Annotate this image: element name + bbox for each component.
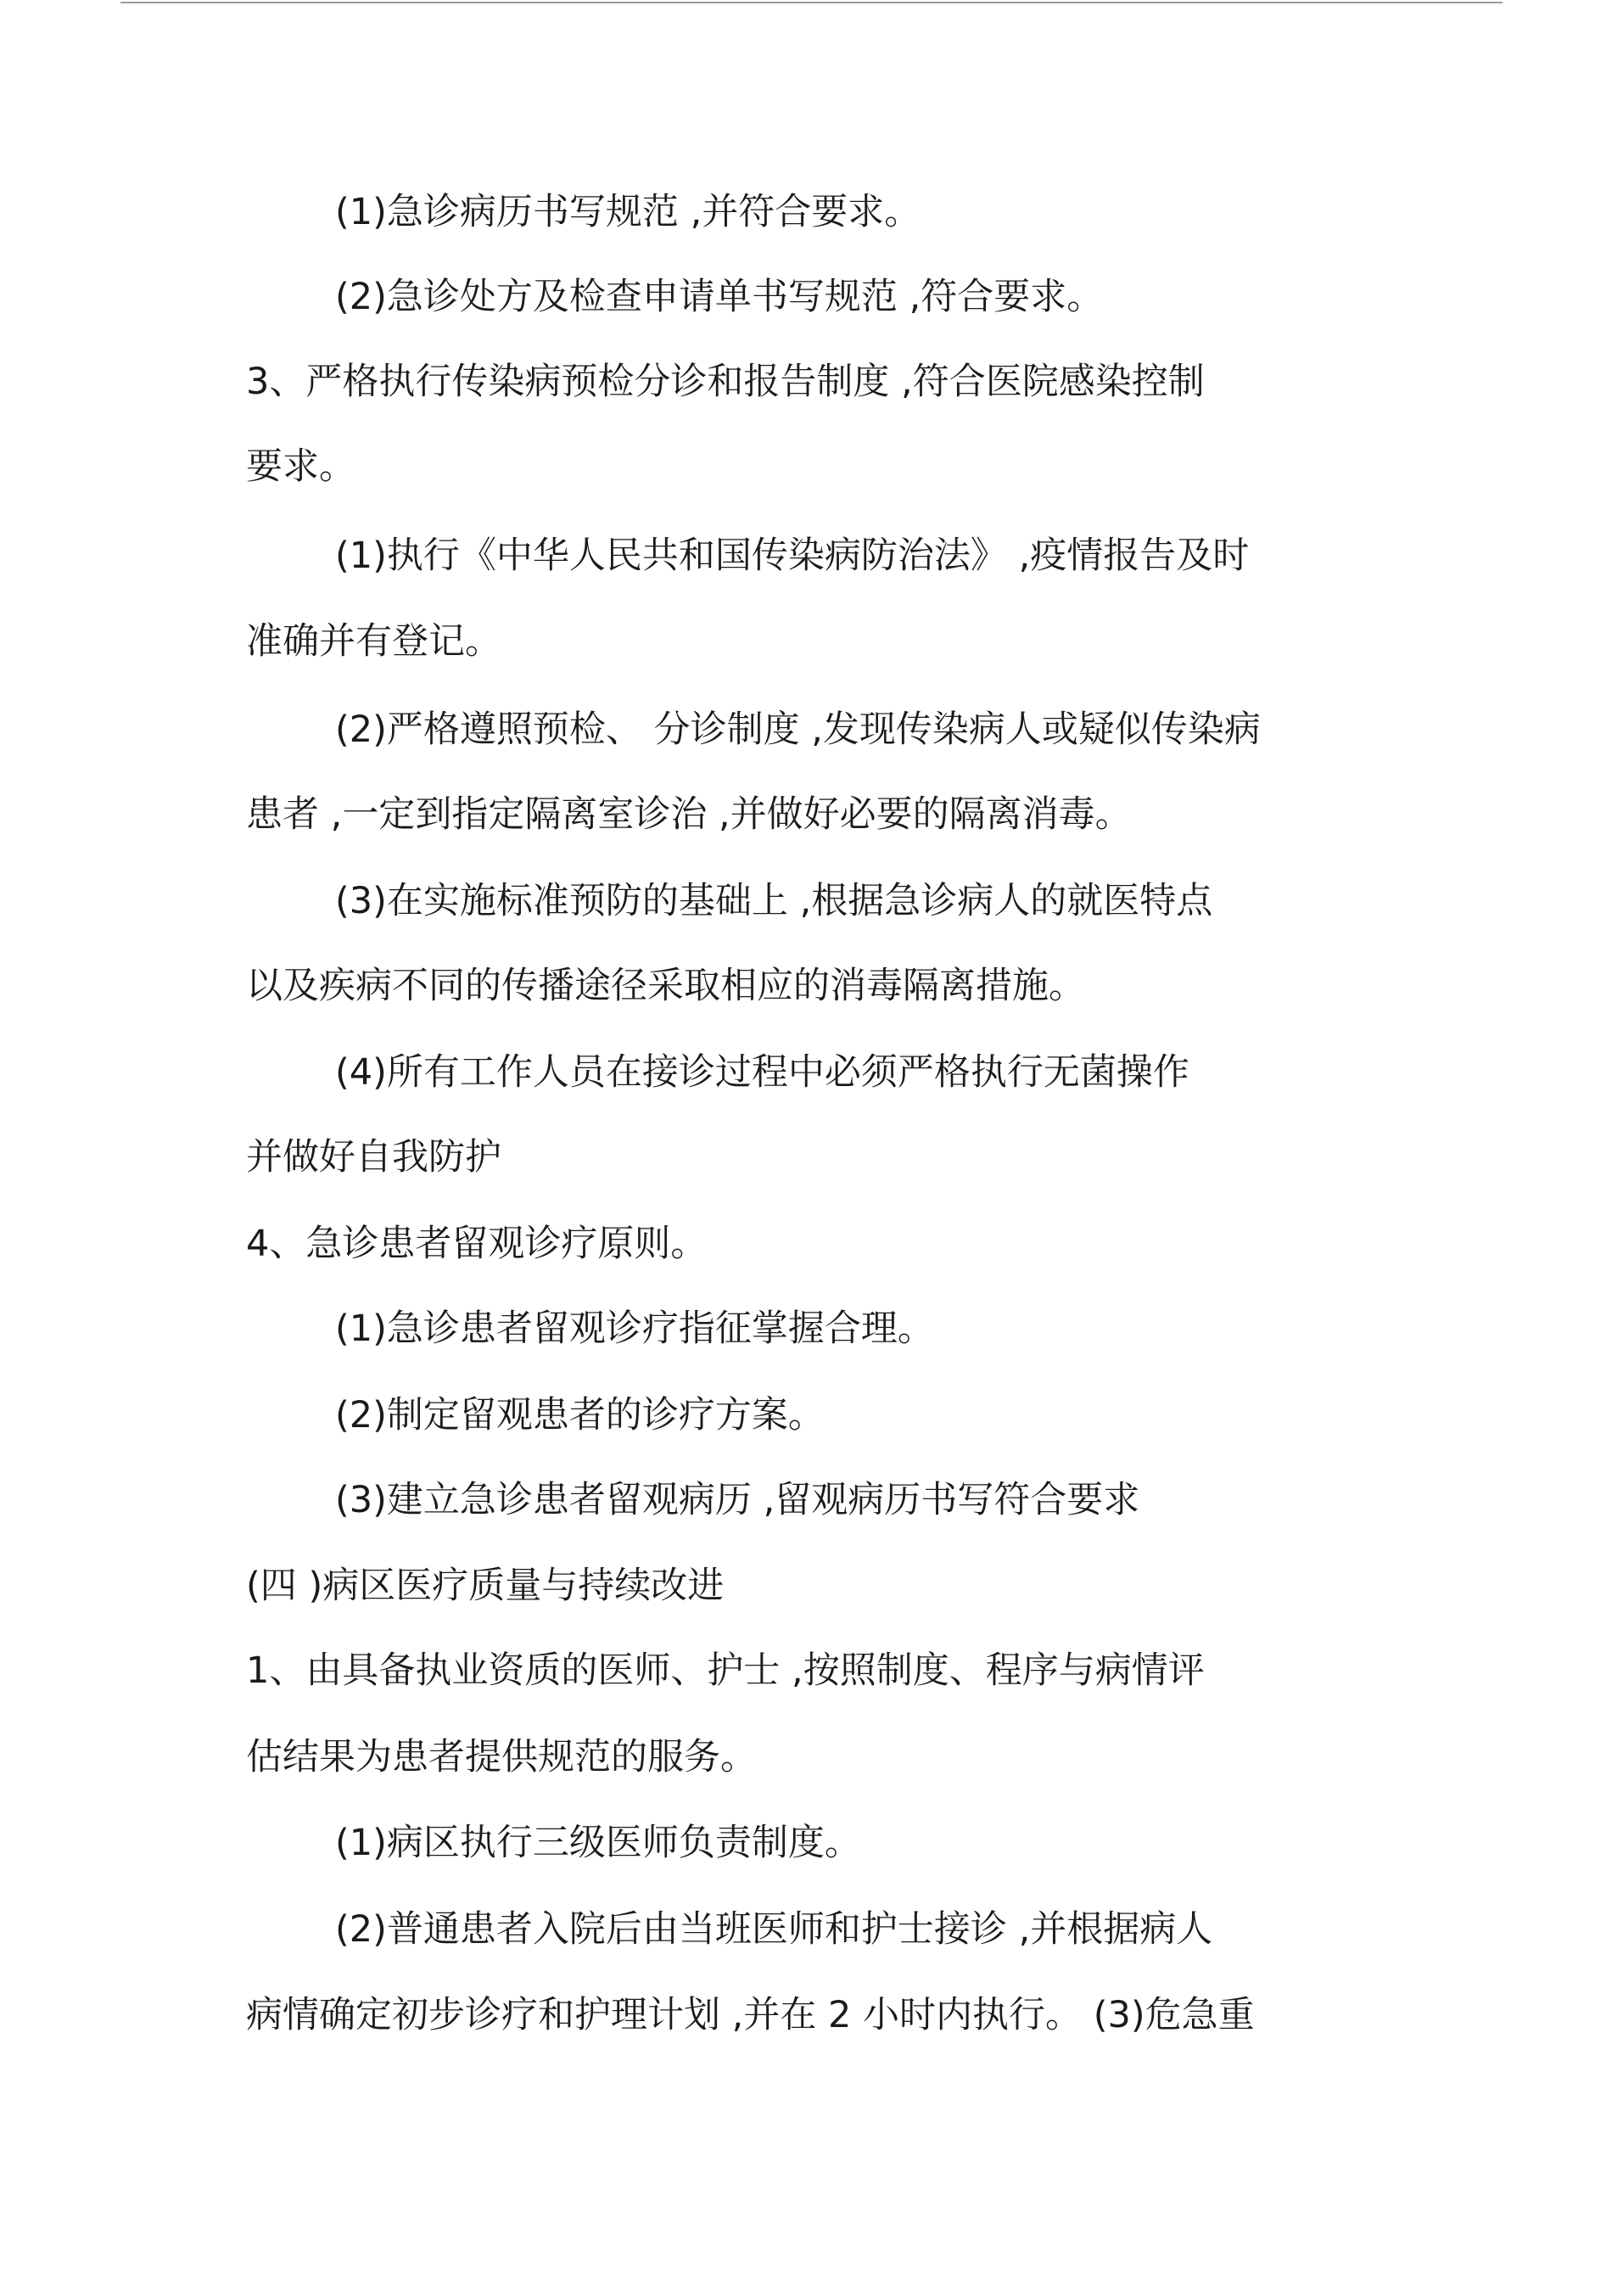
text-line: 估结果为患者提供规范的服务。 [246,1736,757,1778]
text-line: (1)病区执行三级医师负责制度。 [335,1822,861,1864]
text-line: 4、急诊患者留观诊疗原则。 [246,1223,708,1265]
text-line: (2)制定留观患者的诊疗方案。 [335,1394,825,1436]
text-line: (2)普通患者入院后由当班医师和护士接诊 ,并根据病人 [335,1908,1213,1951]
section-heading: (四 )病区医疗质量与持续改进 [246,1565,725,1607]
text-line: (4)所有工作人员在接诊过程中必须严格执行无菌操作 [335,1051,1189,1094]
text-line: 患者 ,一定到指定隔离室诊治 ,并做好必要的隔离消毒。 [246,793,1132,836]
text-line: 准确并有登记。 [246,620,501,663]
text-line: (3)建立急诊患者留观病历 ,留观病历书写符合要求 [335,1479,1140,1521]
top-rule [120,2,1503,3]
text-line: 并做好自我防护 [246,1136,501,1179]
text-line: (1)急诊患者留观诊疗指征掌握合理。 [335,1308,934,1350]
text-line: 1、由具备执业资质的医师、护士 ,按照制度、程序与病情评 [246,1649,1205,1692]
text-line: (1)执行《中华人民共和国传染病防治法》 ,疫情报告及时 [335,535,1250,577]
text-line: 以及疾病不同的传播途径采取相应的消毒隔离措施。 [246,965,1085,1007]
text-line: 要求。 [246,445,355,488]
text-line: (1)急诊病历书写规范 ,并符合要求。 [335,191,921,233]
text-line: (3)在实施标准预防的基础上 ,根据急诊病人的就医特点 [335,880,1213,922]
text-line: 3、严格执行传染病预检分诊和报告制度 ,符合医院感染控制 [246,361,1205,403]
text-line: (2)急诊处方及检查申请单书写规范 ,符合要求。 [335,276,1104,318]
text-line: 病情确定初步诊疗和护理计划 ,并在 2 小时内执行。 (3)危急重 [246,1994,1255,2036]
text-line: (2)严格遵照预检、 分诊制度 ,发现传染病人或疑似传染病 [335,708,1261,751]
